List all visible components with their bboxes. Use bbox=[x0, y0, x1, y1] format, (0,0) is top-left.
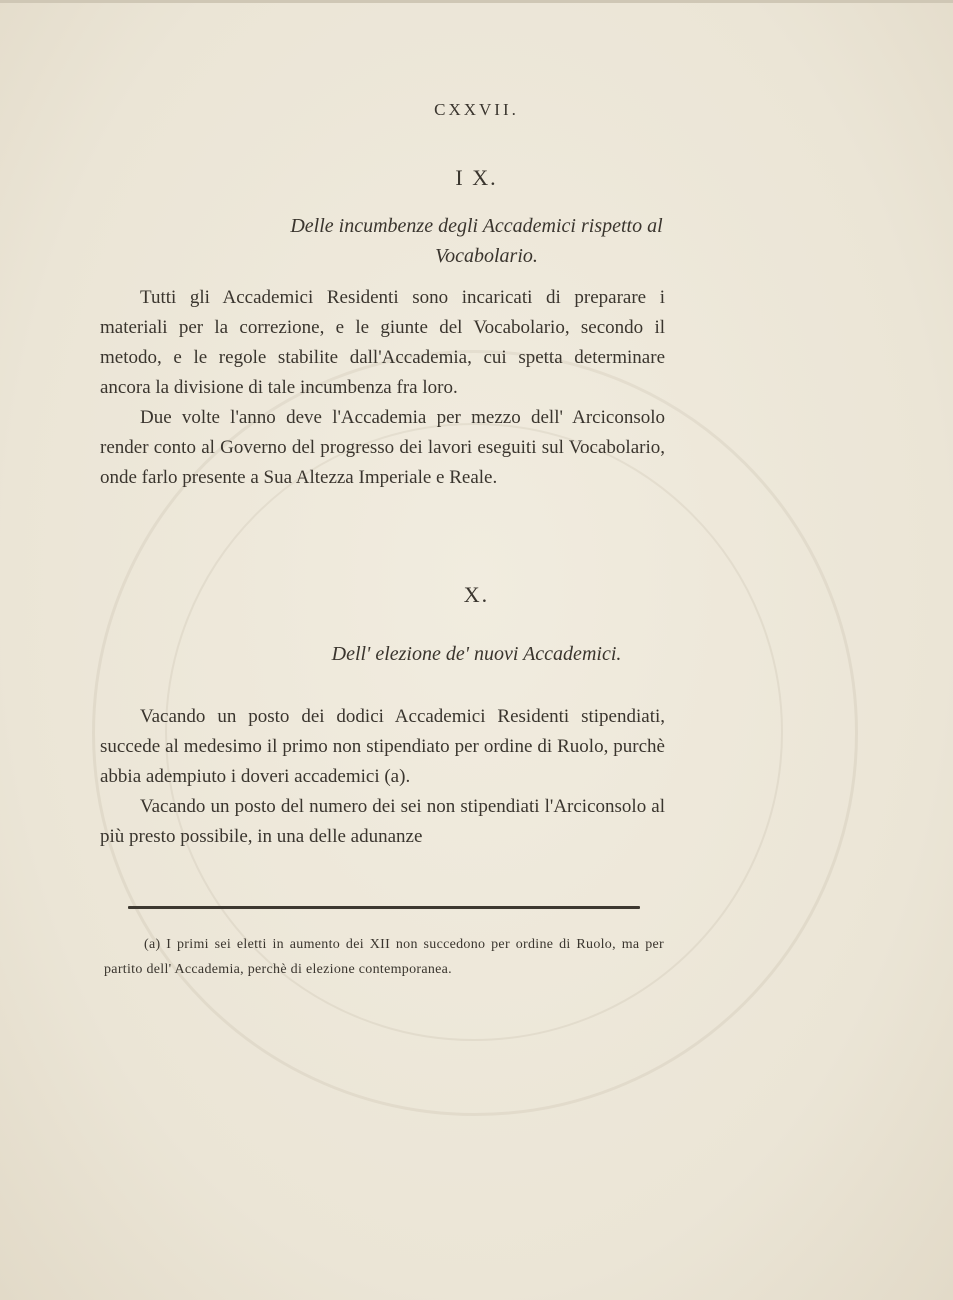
section-title-ix-line1: Delle incumbenze degli Accademici rispetto al bbox=[290, 215, 663, 237]
section-ix-body bbox=[100, 283, 665, 493]
running-head: CXXVII. bbox=[434, 100, 519, 119]
section-title-x: Dell' elezione de' nuovi Accademici. bbox=[331, 643, 622, 665]
page-edge bbox=[0, 0, 953, 3]
paragraph: Vacando un posto del numero dei sei non stipendiati l'Arciconsolo al più presto possibile, in una delle adunanze bbox=[100, 796, 665, 847]
section-number-x: X. bbox=[463, 582, 490, 607]
paragraph: Due volte l'anno deve l'Accademia per mezzo dell' Arciconsolo render conto al Governo del progresso dei lavori eseguiti sul Vocabolario, onde farlo presente a Sua Altezza Imperiale e Reale. bbox=[100, 407, 665, 488]
section-title-ix-line2: Vocabolario. bbox=[435, 245, 538, 267]
footnote-rule bbox=[128, 906, 640, 909]
paragraph: Tutti gli Accademici Residenti sono incaricati di preparare i materiali per la correzione, e le giunte del Vocabolario, secondo il metodo, e le regole stabilite dall'Accademia, cui spetta determinare ancora la divisione di tale incumbenza fra loro. bbox=[100, 287, 665, 398]
section-number-ix: I X. bbox=[455, 165, 498, 190]
section-x-body bbox=[100, 702, 665, 852]
footnote: (a) I primi sei eletti in aumento dei XII non succedono per ordine di Ruolo, ma per partito dell' Accademia, perchè di elezione contemporanea. bbox=[104, 937, 664, 977]
paragraph: Vacando un posto dei dodici Accademici Residenti stipendiati, succede al medesimo il primo non stipendiato per ordine di Ruolo, purchè abbia adempiuto i doveri accademici (a). bbox=[100, 706, 665, 787]
